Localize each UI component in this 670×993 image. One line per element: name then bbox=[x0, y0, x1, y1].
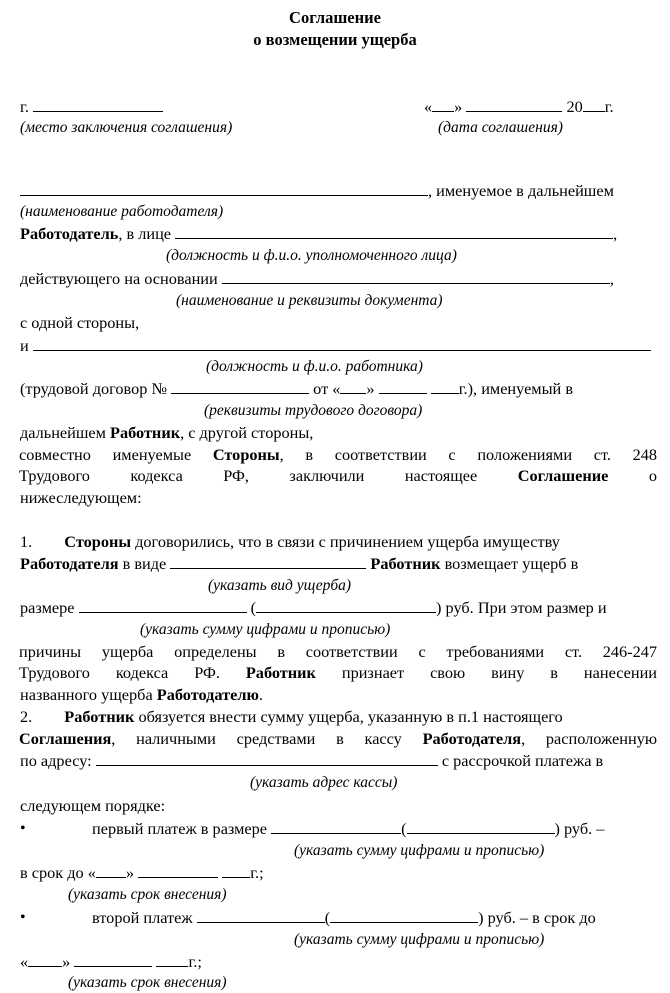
second-deadline-line bbox=[20, 951, 202, 972]
p1-line-2 bbox=[20, 553, 578, 574]
second-payment-text: второй платеж bbox=[92, 908, 193, 927]
p1-employer-dat: Работодателю bbox=[156, 685, 259, 704]
first-sum-words-blank[interactable] bbox=[407, 819, 555, 834]
contract-line bbox=[20, 378, 573, 399]
second-year-blank[interactable] bbox=[156, 952, 188, 967]
employee-continued-b: , с другой стороны, bbox=[180, 423, 314, 442]
second-sum-words-blank[interactable] bbox=[330, 908, 478, 923]
p2-line-3 bbox=[20, 750, 603, 771]
employer-name-blank[interactable] bbox=[20, 181, 428, 196]
p2-address: по адресу: bbox=[20, 751, 92, 770]
date-note: (дата соглашения) bbox=[438, 119, 563, 136]
together-l1a: совместно именуемые bbox=[19, 445, 213, 464]
second-term-note: (указать срок внесения) bbox=[68, 974, 227, 991]
p1-line-5 bbox=[19, 662, 657, 683]
date-line bbox=[424, 96, 614, 117]
year-end: г.; bbox=[250, 863, 264, 882]
date-quote-open: « bbox=[424, 97, 433, 116]
employer-rep-blank[interactable] bbox=[175, 224, 613, 239]
damage-type-blank[interactable] bbox=[170, 554, 366, 569]
document-title: Соглашение bbox=[289, 8, 381, 27]
p2-employer: Работодателя bbox=[422, 729, 522, 748]
date-day-blank[interactable] bbox=[432, 97, 454, 112]
first-sum-digits-blank[interactable] bbox=[271, 819, 401, 834]
quote-close: » bbox=[125, 863, 135, 882]
place-blank[interactable] bbox=[33, 97, 163, 112]
sum-digits-blank[interactable] bbox=[79, 598, 247, 613]
together-line-2 bbox=[19, 465, 657, 486]
first-deadline-text: в срок до « bbox=[20, 863, 96, 882]
p1-l6a: названного ущерба bbox=[20, 685, 157, 704]
second-sum-digits-blank[interactable] bbox=[197, 908, 325, 923]
place-line bbox=[20, 96, 163, 117]
contract-note: (реквизиты трудового договора) bbox=[204, 402, 423, 419]
second-payment-line bbox=[92, 907, 596, 928]
employer-named-text: , именуемое в дальнейшем bbox=[428, 181, 614, 200]
first-month-blank[interactable] bbox=[138, 863, 218, 878]
employer-rep-note: (должность и ф.и.о. уполномоченного лица) bbox=[166, 247, 457, 264]
contract-year-blank[interactable] bbox=[431, 379, 459, 394]
p1-compensates: возмещает ущерб в bbox=[440, 554, 579, 573]
p2-agreement: Соглашения bbox=[19, 729, 112, 748]
p2-line-2 bbox=[19, 728, 657, 749]
document-subtitle: о возмещении ущерба bbox=[253, 30, 417, 49]
paren-open: ( bbox=[250, 598, 257, 617]
employer-label: Работодатель bbox=[20, 224, 119, 243]
first-rub-dash: ) руб. – bbox=[554, 819, 605, 838]
p2-order: следующем порядке: bbox=[20, 796, 166, 815]
together-l1b: , в соответствии с положениями ст. 248 bbox=[279, 445, 658, 464]
date-year-blank[interactable] bbox=[583, 97, 605, 112]
p2-number: 2. bbox=[20, 707, 33, 726]
contract-from: от « bbox=[313, 379, 341, 398]
contract-open: (трудовой договор № bbox=[20, 379, 167, 398]
p1-l5a: Трудового кодекса РФ. bbox=[19, 663, 246, 682]
date-year-suffix: г. bbox=[604, 97, 614, 116]
contract-month-blank[interactable] bbox=[379, 379, 427, 394]
contract-quote-close: » bbox=[366, 379, 375, 398]
together-l2b: о bbox=[608, 466, 657, 485]
address-blank[interactable] bbox=[96, 751, 438, 766]
one-side-text: с одной стороны, bbox=[20, 313, 140, 332]
sum-words-blank[interactable] bbox=[256, 598, 436, 613]
first-sum-note: (указать сумму цифрами и прописью) bbox=[294, 842, 545, 859]
and-text: и bbox=[20, 336, 29, 355]
comma: , bbox=[609, 269, 614, 288]
together-l2a: Трудового кодекса РФ, заключили настоящее bbox=[19, 466, 518, 485]
employer-basis-blank[interactable] bbox=[222, 269, 610, 284]
p1-line-3 bbox=[20, 597, 607, 618]
p1-rub: ) руб. При этом размер и bbox=[436, 598, 607, 617]
place-note: (место заключения соглашения) bbox=[20, 119, 233, 136]
comma: , bbox=[613, 224, 618, 243]
sum-note: (указать сумму цифрами и прописью) bbox=[140, 621, 391, 638]
date-year-prefix: 20 bbox=[566, 97, 583, 116]
contract-day-blank[interactable] bbox=[340, 379, 366, 394]
employee-note: (должность и ф.и.о. работника) bbox=[206, 358, 423, 375]
place-prefix: г. bbox=[20, 97, 29, 116]
p2-l1: обязуется внести сумму ущерба, указанную в п.1 настоящего bbox=[134, 707, 563, 726]
employee-label: Работник bbox=[110, 423, 181, 442]
employee-continued-a: дальнейшем bbox=[20, 423, 110, 442]
p1-employee-2: Работник bbox=[245, 663, 316, 682]
employer-name-note: (наименование работодателя) bbox=[20, 203, 224, 220]
paren-open: ( bbox=[401, 819, 407, 838]
p1-line-1 bbox=[20, 531, 560, 552]
contract-year-end: г.), именуемый в bbox=[458, 379, 574, 398]
p1-in-form: в виде bbox=[118, 554, 167, 573]
quote-open: « bbox=[20, 952, 29, 971]
first-day-blank[interactable] bbox=[96, 863, 126, 878]
address-note: (указать адрес кассы) bbox=[250, 774, 398, 791]
p1-l5b: признает свою вину в нанесении bbox=[315, 663, 657, 682]
p1-line-4: причины ущерба определены в соответствии с требованиями ст. 246-247 bbox=[19, 642, 657, 661]
employer-basis-line bbox=[20, 268, 614, 289]
p1-employee: Работник bbox=[370, 554, 441, 573]
contract-number-blank[interactable] bbox=[171, 379, 309, 394]
second-rub-deadline: ) руб. – в срок до bbox=[478, 908, 596, 927]
employer-basis-note: (наименование и реквизиты документа) bbox=[176, 292, 443, 309]
date-quote-close: » bbox=[454, 97, 463, 116]
employee-line bbox=[20, 335, 651, 356]
damage-note: (указать вид ущерба) bbox=[208, 577, 352, 594]
together-line-1 bbox=[19, 444, 657, 465]
paren-open: ( bbox=[324, 908, 331, 927]
bullet-icon: • bbox=[20, 820, 26, 837]
p1-number: 1. bbox=[20, 532, 33, 551]
year-end: г.; bbox=[188, 952, 202, 971]
second-sum-note: (указать сумму цифрами и прописью) bbox=[294, 931, 545, 948]
first-payment-text: первый платеж в размере bbox=[92, 819, 268, 838]
p2-l2a: , наличными средствами в кассу bbox=[111, 729, 423, 748]
employee-continued bbox=[20, 422, 313, 443]
p1-line-6 bbox=[20, 684, 263, 705]
second-month-blank[interactable] bbox=[74, 952, 152, 967]
date-month-blank[interactable] bbox=[466, 97, 562, 112]
p1-parties: Стороны bbox=[64, 532, 132, 551]
first-term-note: (указать срок внесения) bbox=[68, 886, 227, 903]
p1-l1: договорились, что в связи с причинением ущерба имуществу bbox=[131, 532, 560, 551]
employer-line bbox=[20, 180, 614, 201]
p2-employee: Работник bbox=[64, 707, 135, 726]
p2-l2b: , расположенную bbox=[521, 729, 657, 748]
together-line-3: нижеследующем: bbox=[20, 488, 142, 507]
quote-close: » bbox=[62, 952, 71, 971]
p2-installment: с рассрочкой платежа в bbox=[441, 751, 604, 770]
employee-blank[interactable] bbox=[33, 336, 651, 351]
first-payment-line bbox=[92, 818, 604, 839]
first-year-blank[interactable] bbox=[222, 863, 250, 878]
p1-size: размере bbox=[20, 598, 75, 617]
employer-basis-text: действующего на основании bbox=[20, 269, 218, 288]
second-day-blank[interactable] bbox=[28, 952, 62, 967]
employer-in-person: , в лице bbox=[118, 224, 172, 243]
p2-line-1 bbox=[20, 706, 563, 727]
p1-employer: Работодателя bbox=[20, 554, 119, 573]
employer-rep-line bbox=[20, 223, 617, 244]
parties-label: Стороны bbox=[212, 445, 280, 464]
dot: . bbox=[258, 685, 263, 704]
agreement-label: Соглашение bbox=[517, 466, 609, 485]
bullet-icon: • bbox=[20, 909, 26, 926]
first-deadline-line bbox=[20, 862, 264, 883]
